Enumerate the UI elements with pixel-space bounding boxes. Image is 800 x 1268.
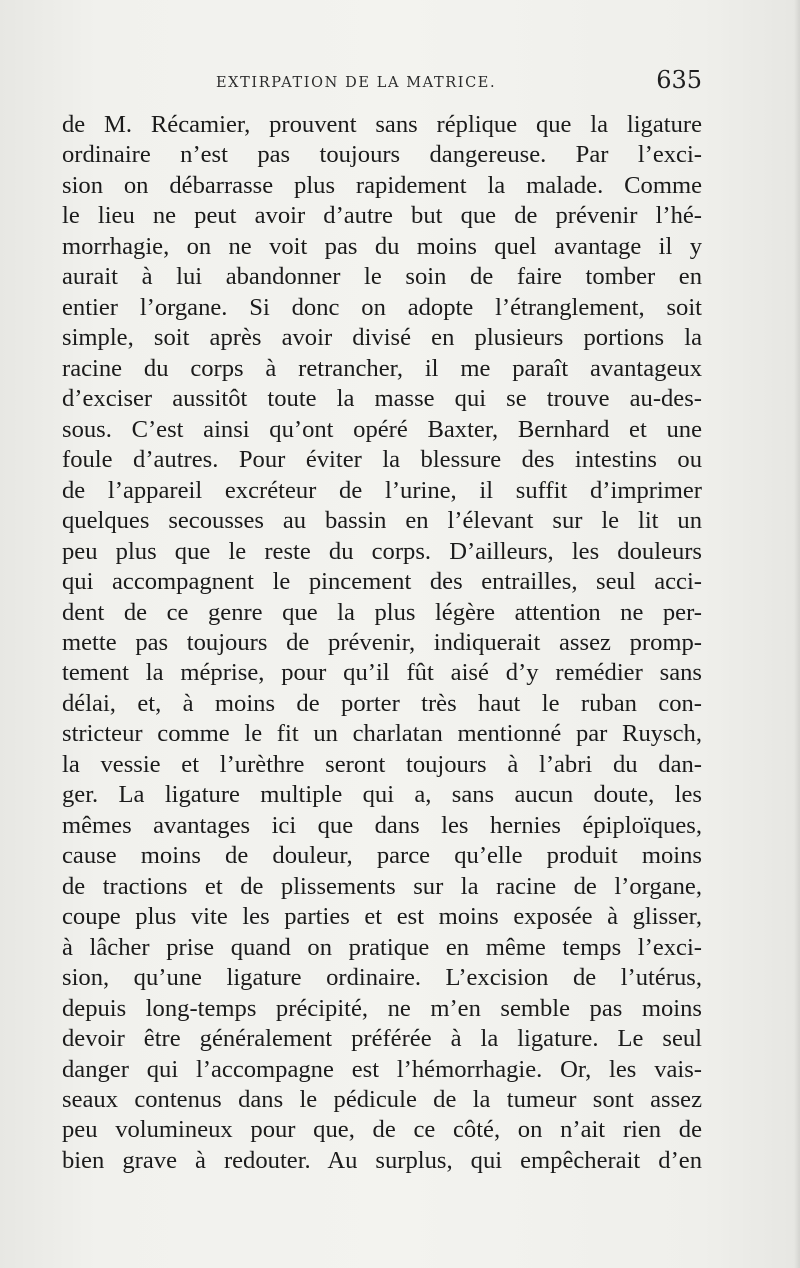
text-line: cause moins de douleur, parce qu’elle produit moins	[62, 842, 702, 870]
text-line: à lâcher prise quand on pratique en même temps l’exci-	[62, 933, 702, 961]
running-title: EXTIRPATION DE LA MATRICE.	[216, 75, 497, 91]
text-line: sous. C’est ainsi qu’ont opéré Baxter, Bernhard et une	[62, 415, 702, 443]
text-line: danger qui l’accompagne est l’hémorrhagie. Or, les vais-	[62, 1055, 702, 1083]
page-edge-shadow	[794, 0, 800, 1268]
text-line: morrhagie, on ne voit pas du moins quel avantage il y	[62, 232, 702, 260]
page-number: 635	[656, 66, 702, 94]
text-line: la vessie et l’urèthre seront toujours à l’abri du dan-	[62, 750, 702, 778]
text-line: de tractions et de plissements sur la racine de l’organe,	[62, 872, 702, 900]
text-line: d’exciser aussitôt toute la masse qui se trouve au-des-	[62, 385, 702, 413]
text-line: stricteur comme le fit un charlatan mentionné par Ruysch,	[62, 720, 702, 748]
text-line: coupe plus vite les parties et est moins exposée à glisser,	[62, 903, 702, 931]
text-line: délai, et, à moins de porter très haut le ruban con-	[62, 689, 702, 717]
text-line: ordinaire n’est pas toujours dangereuse. Par l’exci-	[62, 141, 702, 169]
text-line: mette pas toujours de prévenir, indiquerait assez promp-	[62, 628, 702, 656]
text-line: tement la méprise, pour qu’il fût aisé d’y remédier sans	[62, 659, 702, 687]
text-line: mêmes avantages ici que dans les hernies épiploïques,	[62, 811, 702, 839]
text-line: sion, qu’une ligature ordinaire. L’excision de l’utérus,	[62, 964, 702, 992]
text-line: de l’appareil excréteur de l’urine, il suffit d’imprimer	[62, 476, 702, 504]
text-line: aurait à lui abandonner le soin de faire tomber en	[62, 263, 702, 291]
running-head	[62, 66, 702, 96]
text-line: foule d’autres. Pour éviter la blessure des intestins ou	[62, 446, 702, 474]
text-line: seaux contenus dans le pédicule de la tumeur sont assez	[62, 1086, 702, 1113]
text-line: devoir être généralement préférée à la ligature. Le seul	[62, 1025, 702, 1053]
text-line: depuis long-temps précipité, ne m’en semble pas moins	[62, 994, 702, 1022]
text-line: bien grave à redouter. Au surplus, qui empêcherait d’en	[62, 1146, 702, 1174]
text-line: peu plus que le reste du corps. D’ailleurs, les douleurs	[62, 537, 702, 565]
text-line: peu volumineux pour que, de ce côté, on n’ait rien de	[62, 1116, 702, 1144]
text-line: simple, soit après avoir divisé en plusieurs portions la	[62, 324, 702, 352]
text-line: dent de ce genre que la plus légère attention ne per-	[62, 598, 702, 626]
text-line: qui accompagnent le pincement des entrailles, seul acci-	[62, 568, 702, 596]
text-line: entier l’organe. Si donc on adopte l’étranglement, soit	[62, 293, 702, 321]
text-line: ger. La ligature multiple qui a, sans aucun doute, les	[62, 781, 702, 809]
text-line: racine du corps à retrancher, il me paraît avantageux	[62, 354, 702, 382]
text-line: sion on débarrasse plus rapidement la malade. Comme	[62, 171, 702, 199]
text-line: de M. Récamier, prouvent sans réplique que la ligature	[62, 111, 702, 138]
body-text	[62, 110, 702, 1176]
text-line: le lieu ne peut avoir d’autre but que de prévenir l’hé-	[62, 202, 702, 230]
text-line: quelques secousses au bassin en l’élevant sur le lit un	[62, 507, 702, 535]
